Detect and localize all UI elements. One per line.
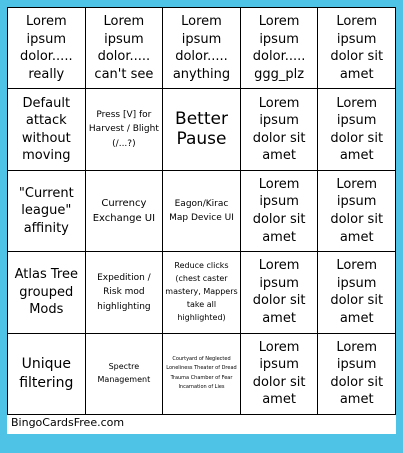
bingo-cell[interactable]: Lorem ipsum dolor..... can't see: [86, 8, 164, 89]
bingo-cell[interactable]: Lorem ipsum dolor sit amet: [318, 334, 396, 415]
bingo-cell[interactable]: Press [V] for Harvest / Blight (/...?): [86, 89, 164, 170]
bingo-cell[interactable]: Unique filtering: [8, 334, 86, 415]
bingo-cell[interactable]: Lorem ipsum dolor sit amet: [318, 8, 396, 89]
bingo-cell[interactable]: Lorem ipsum dolor sit amet: [318, 171, 396, 252]
bingo-cell[interactable]: Lorem ipsum dolor sit amet: [241, 334, 319, 415]
bingo-cell[interactable]: Lorem ipsum dolor sit amet: [318, 252, 396, 333]
bingo-card: [7, 7, 396, 434]
bingo-cell[interactable]: Spectre Management: [86, 334, 164, 415]
bingo-cell[interactable]: Lorem ipsum dolor..... really: [8, 8, 86, 89]
bingo-cell[interactable]: Lorem ipsum dolor..... ggg_plz: [241, 8, 319, 89]
bingo-cell[interactable]: Reduce clicks (chest caster mastery, Mappers take all highlighted): [163, 252, 241, 333]
bingo-cell[interactable]: Courtyard of Neglected Loneliness Theater of Dread Trauma Chamber of Fear Incarnation of Lies: [163, 334, 241, 415]
bingo-cell[interactable]: Default attack without moving: [8, 89, 86, 170]
bingo-cell[interactable]: Currency Exchange UI: [86, 171, 164, 252]
bingo-cell[interactable]: Lorem ipsum dolor sit amet: [241, 89, 319, 170]
bingo-cell[interactable]: Eagon/Kirac Map Device UI: [163, 171, 241, 252]
bingo-cell[interactable]: "Current league" affinity: [8, 171, 86, 252]
bingo-cell[interactable]: Lorem ipsum dolor sit amet: [241, 252, 319, 333]
bingo-cell[interactable]: Atlas Tree grouped Mods: [8, 252, 86, 333]
bingo-cell[interactable]: Lorem ipsum dolor sit amet: [241, 171, 319, 252]
bingo-cell[interactable]: Lorem ipsum dolor sit amet: [318, 89, 396, 170]
bingo-cell[interactable]: Expedition / Risk mod highlighting: [86, 252, 164, 333]
footer-brand: BingoCardsFree.com: [11, 416, 125, 429]
bingo-grid: [7, 7, 396, 415]
bingo-cell[interactable]: Lorem ipsum dolor..... anything: [163, 8, 241, 89]
bingo-cell[interactable]: Better Pause: [163, 89, 241, 170]
